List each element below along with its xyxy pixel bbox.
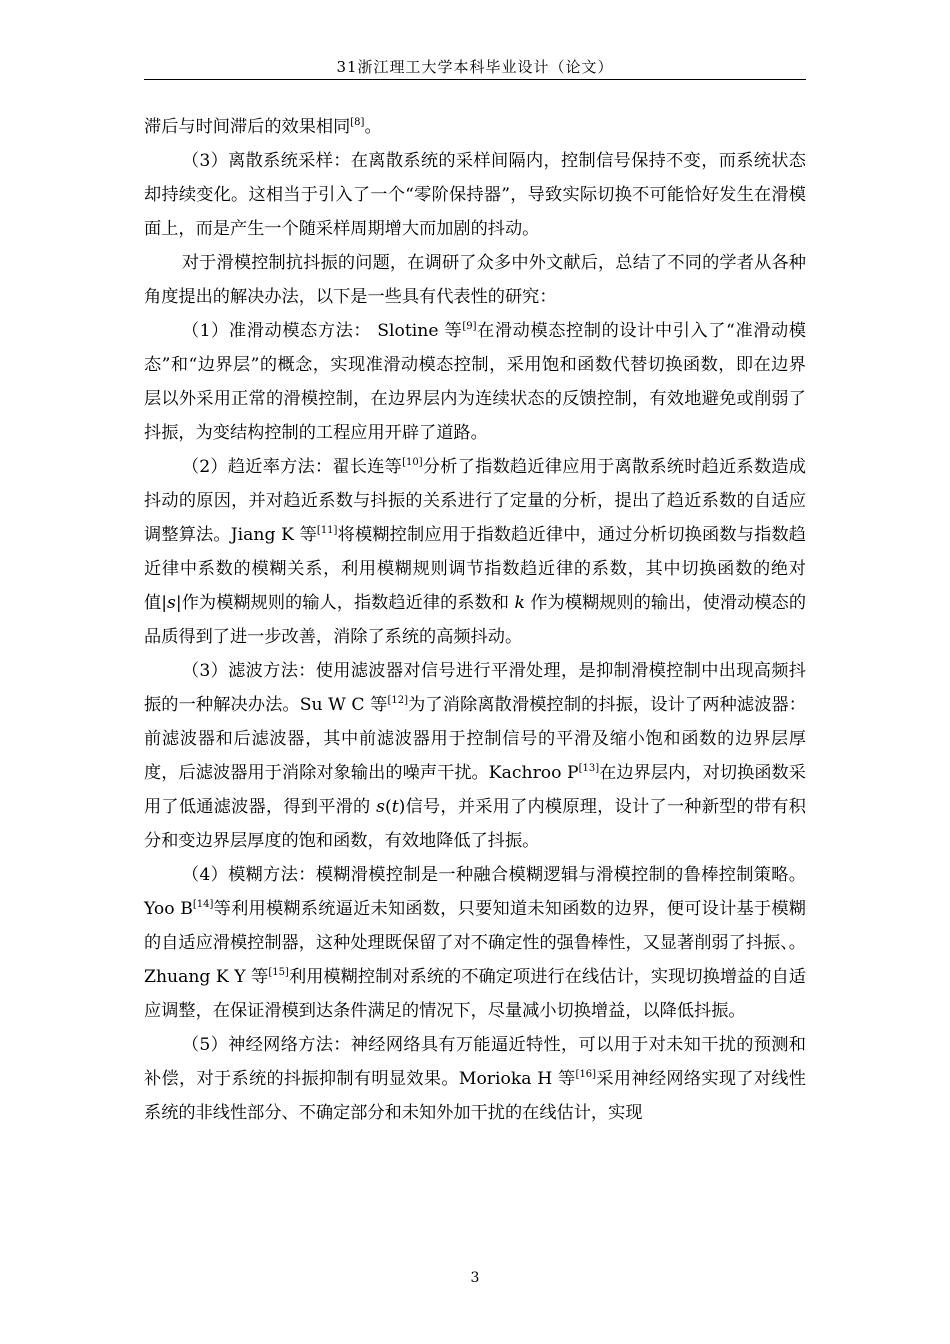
page-header-title: 31浙江理工大学本科毕业设计（论文） [336,58,614,76]
text-run: （1）准滑动模态方法： Slotine 等 [181,321,463,341]
body-text [144,110,806,1130]
citation-ref: [13] [578,763,600,774]
text-run: 利用模糊控制对系统的不确定项进行在线估计，实现切换增益的自适应调整，在保证滑模到达条件满足的情况下，尽量减小切换增益，以降低抖振。 [144,967,806,1021]
paragraph [144,654,806,858]
citation-ref: [15] [268,967,289,978]
paragraph [144,450,806,654]
citation-ref: [12] [387,695,408,706]
math-variable: t [391,797,399,817]
text-run: ( [384,797,392,817]
text-run: 等利用模糊系统逼近未知函数，只要知道未知函数的边界，便可设计基于模糊的自适应滑模控制器，这种处理既保留了对不确定性的强鲁棒性，又显著削弱了抖振、。Zhuang K Y 等 [144,899,806,987]
math-variable: s [376,797,385,817]
text-run: 采用神经网络实现了对线性系统的非线性部分、不确定部分和未知外加干扰的在线估计，实现 [144,1069,806,1123]
text-run: |作为模糊规则的输人，指数趋近律的系数和 [175,593,515,613]
text-run: 在边界层内，对切换函数采用了低通滤波器，得到平滑的 [144,763,806,817]
paragraph [144,144,806,246]
text-run: 将模糊控制应用于指数趋近律中，通过分析切换函数与指数趋近律中系数的模糊关系，利用模糊规则调节指数趋近律的系数，其中切换函数的绝对值| [144,525,806,613]
text-run: 对于滑模控制抗抖振的问题，在调研了众多中外文献后，总结了不同的学者从各种角度提出的解决办法，以下是一些具有代表性的研究： [144,253,806,307]
text-run: 滞后与时间滞后的效果相同 [144,117,351,137]
paragraph [144,110,806,144]
page-number: 3 [470,1270,480,1286]
paragraph [144,314,806,450]
math-variable: s [167,593,176,613]
math-variable: k [514,593,525,613]
paragraph [144,858,806,1028]
text-run: 。 [364,117,382,137]
citation-ref: [8] [350,117,365,128]
text-run: （2）趋近率方法：翟长连等 [181,457,403,477]
citation-ref: [14] [192,899,214,910]
citation-ref: [11] [316,525,338,536]
paragraph [144,1028,806,1130]
text-run: （4）模糊方法：模糊滑模控制是一种融合模糊逻辑与滑模控制的鲁棒控制策略。Yoo B [144,865,806,919]
text-run: 为了消除离散滑模控制的抖振，设计了两种滤波器：前滤波器和后滤波器，其中前滤波器用于控制信号的平滑及缩小饱和函数的边界层厚度，后滤波器用于消除对象输出的噪声干扰。Kachroo P [144,695,806,783]
citation-ref: [10] [402,457,423,468]
text-run: （3）离散系统采样：在离散系统的采样间隔内，控制信号保持不变，而系统状态却持续变化。这相当于引入了一个“零阶保持器”，导致实际切换不可能恰好发生在滑模面上，而是产生一个随采样周期增大而加剧的抖动。 [144,151,806,239]
text-run: 在滑动模态控制的设计中引入了“准滑动模态”和“边界层”的概念，实现准滑动模态控制，采用饱和函数代替切换函数，即在边界层以外采用正常的滑模控制，在边界层内为连续状态的反馈控制，有效地避免或削弱了抖振，为变结构控制的工程应用开辟了道路。 [144,321,806,443]
text-run: （3）滤波方法：使用滤波器对信号进行平滑处理，是抑制滑模控制中出现高频抖振的一种解决办法。Su W C 等 [144,661,806,715]
text-run: （5）神经网络方法：神经网络具有万能逼近特性，可以用于对未知干扰的预测和补偿，对于系统的抖振抑制有明显效果。Morioka H 等 [144,1035,806,1089]
header-rule [144,79,806,80]
citation-ref: [16] [575,1069,597,1080]
text-run: )信号，并采用了内模原理，设计了一种新型的带有积分和变边界层厚度的饱和函数，有效地降低了抖振。 [144,797,806,851]
text-run: 分析了指数趋近律应用于离散系统时趋近系数造成抖动的原因，并对趋近系数与抖振的关系进行了定量的分析，提出了趋近系数的自适应调整算法。Jiang K 等 [144,457,806,545]
paragraph [144,246,806,314]
citation-ref: [9] [462,321,477,332]
text-run: 作为模糊规则的输出，使滑动模态的品质得到了进一步改善，消除了系统的高频抖动。 [144,593,807,647]
